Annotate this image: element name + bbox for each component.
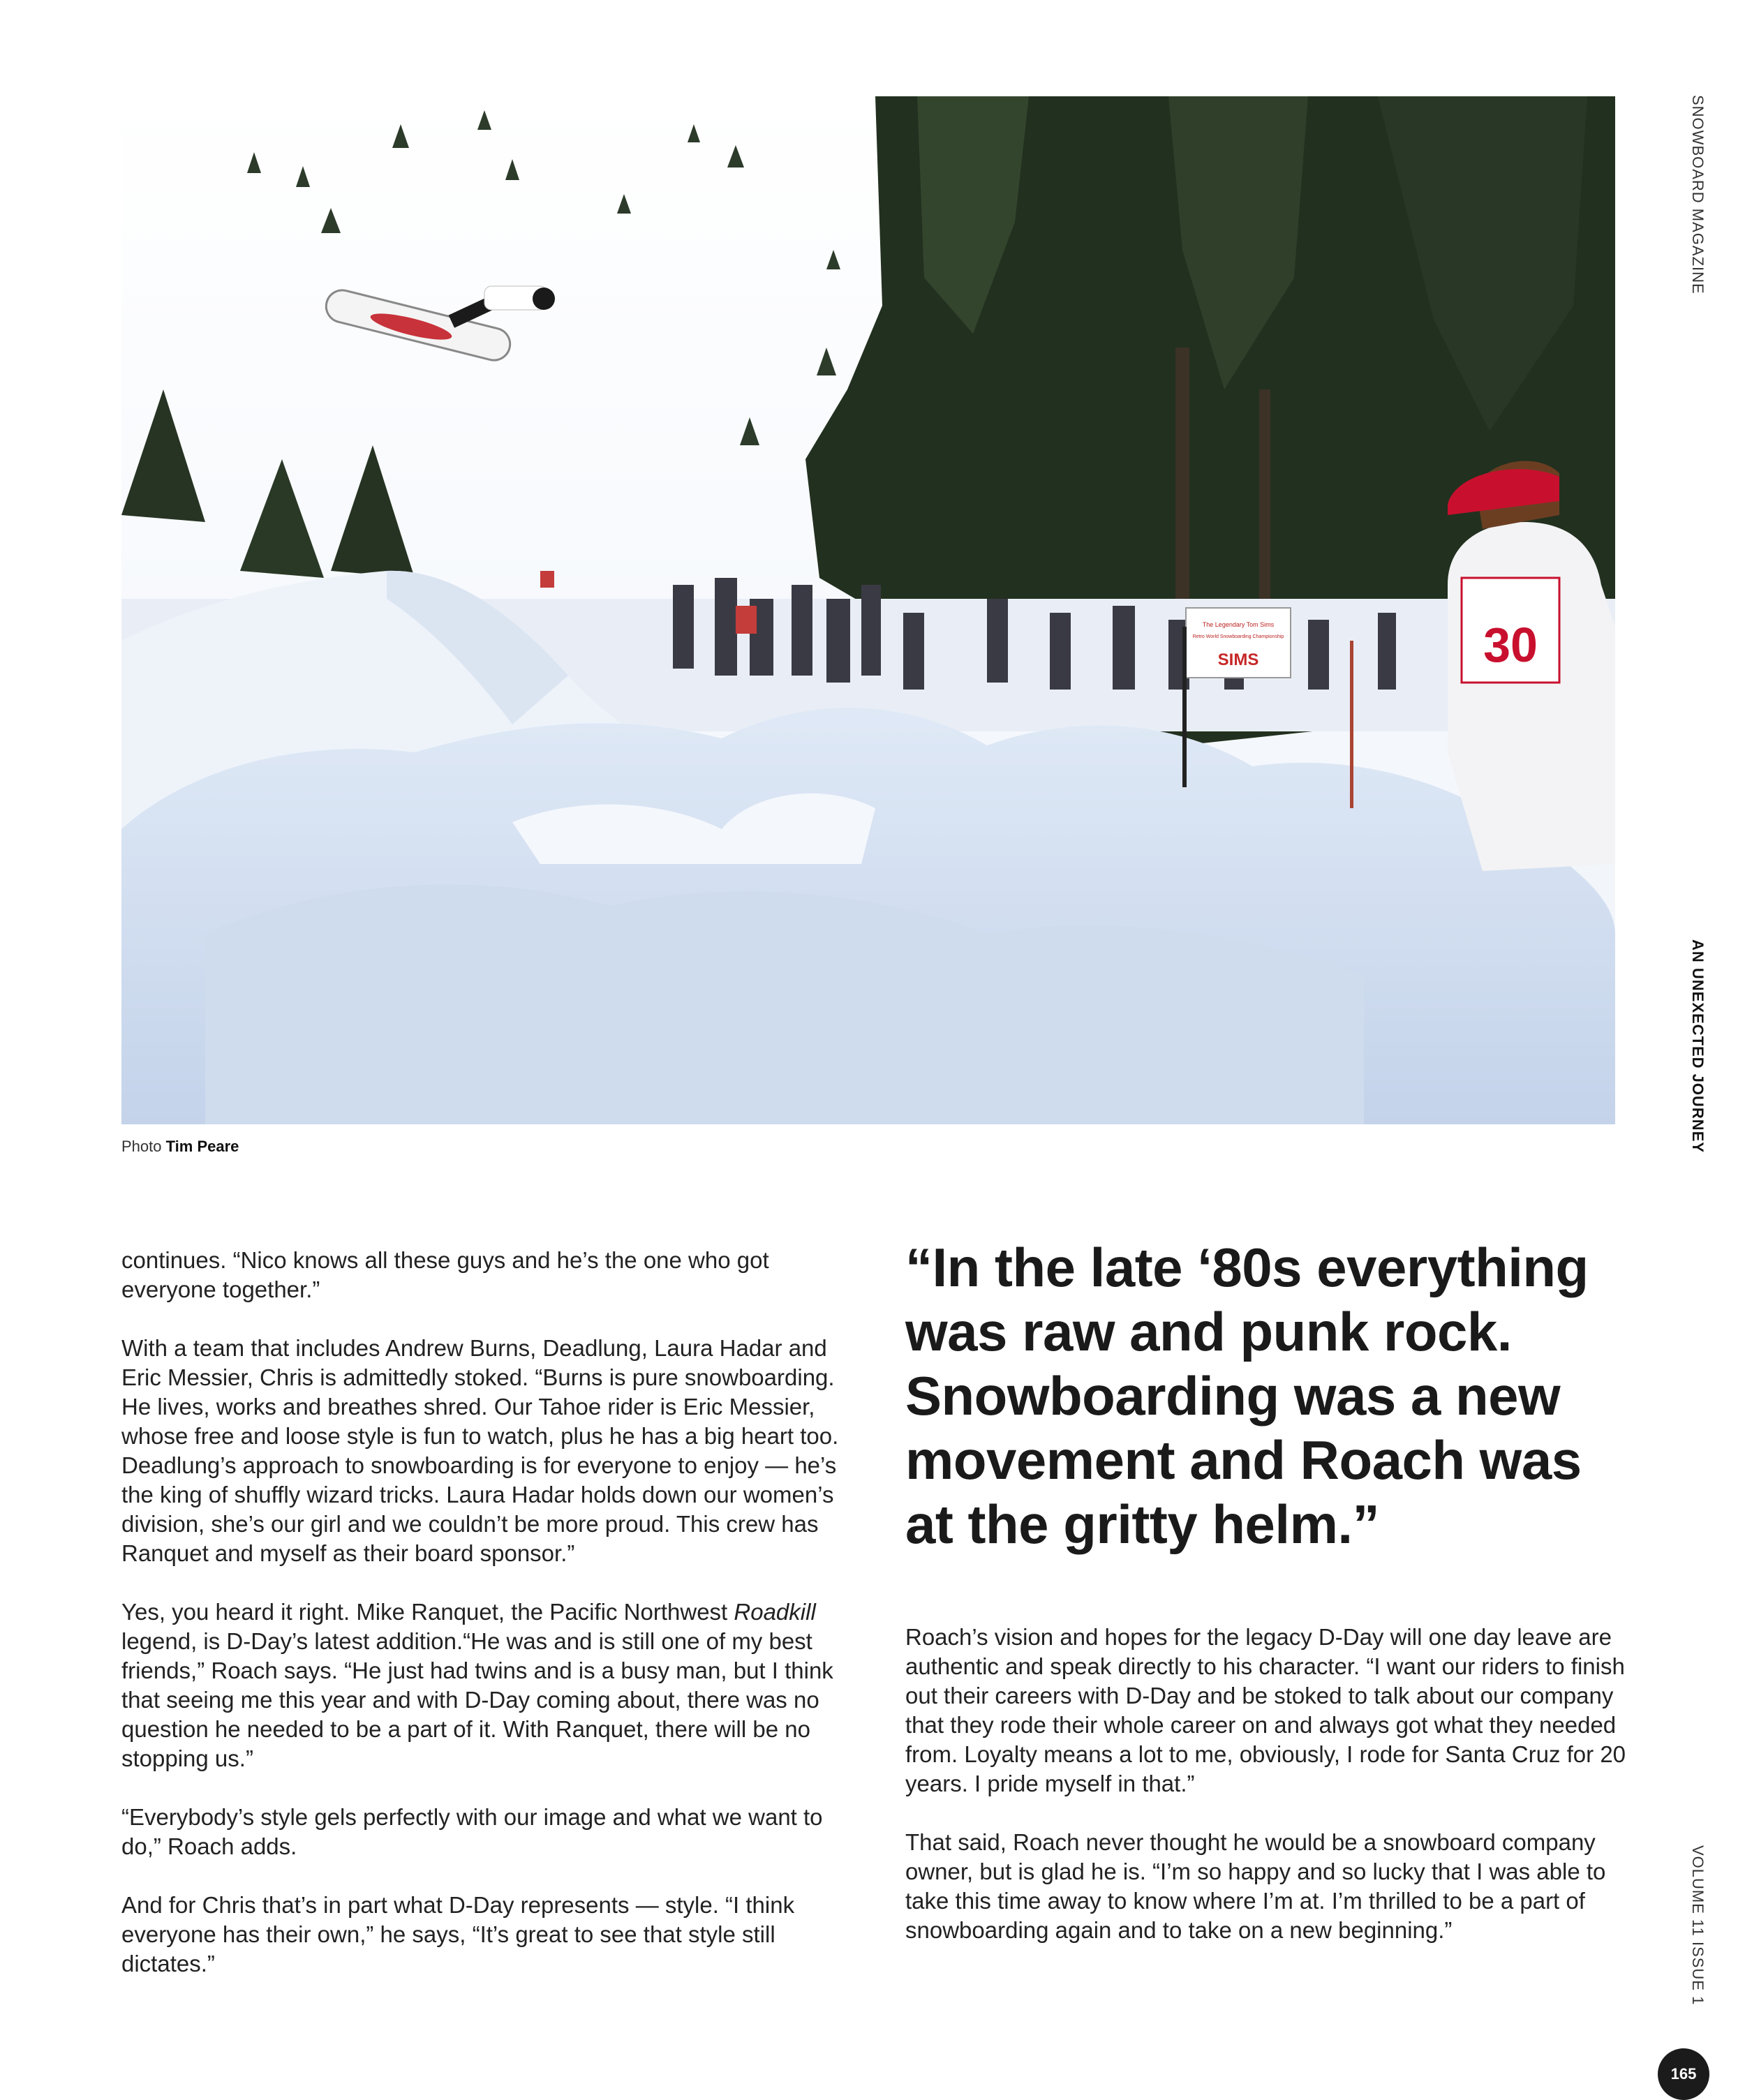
paragraph: And for Chris that’s in part what D-Day represents — style. “I think everyone has their own,” he says, “It’s great to see that style still dictates.” <box>121 1892 795 1976</box>
issue-label: VOLUME 11 ISSUE 1 <box>1689 1845 1707 2006</box>
feature-photo <box>121 96 1615 1124</box>
svg-text:30: 30 <box>1483 618 1538 672</box>
photo-credit-name: Tim Peare <box>165 1138 239 1155</box>
article-right-column <box>905 1623 1631 1974</box>
photo-credit <box>121 1138 239 1156</box>
paragraph: continues. “Nico knows all these guys and he’s the one who got everyone together.” <box>121 1247 769 1302</box>
italic-title: Roadkill <box>734 1599 816 1625</box>
snowboard-jump-photo <box>121 96 1615 1124</box>
pull-quote: “In the late ‘80s everything was raw and punk rock. Snowboarding was a new movement and Roach was at the gritty helm.” <box>905 1237 1589 1555</box>
magazine-name: SNOWBOARD MAGAZINE <box>1689 95 1707 295</box>
paragraph: Roach’s vision and hopes for the legacy D-Day will one day leave are authentic and speak directly to his character. “I want our riders to finish out their careers with D-Day and be stoked to talk about our company that they rode their whole career on and always got what they needed from. Loyalty means a lot to me, obviously, I rode for Santa Cruz for 20 years. I pride myself in that.” <box>905 1624 1626 1796</box>
paragraph: With a team that includes Andrew Burns, Deadlung, Laura Hadar and Eric Messier, Chris is admittedly stoked. “Burns is pure snowboarding. He lives, works and breathes shred. Our Tahoe rider is Eric Messier, whose free and loose style is fun to watch, plus he has a big heart too. Deadlung’s approach to snowboarding is for everyone to enjoy — he’s the king of shuffly wizard tricks. Laura Hadar holds down our women’s division, she’s our girl and we couldn’t be more proud. This crew has Ranquet and myself as their board sponsor.” <box>121 1335 839 1566</box>
paragraph: “Everybody’s style gels perfectly with our image and what we want to do,” Roach adds. <box>121 1804 823 1859</box>
paragraph: Yes, you heard it right. Mike Ranquet, the Pacific Northwest Roadkill legend, is D-Day’s latest addition.“He was and is still one of my best friends,” Roach says. “He just had twins and is a busy man, but I think that seeing me this year and with D-Day coming about, there was no question he needed to be a part of it. With Ranquet, there will be no stopping us.” <box>121 1599 833 1771</box>
section-title: AN UNEXECTED JOURNEY <box>1689 939 1707 1154</box>
paragraph: That said, Roach never thought he would be a snowboard company owner, but is glad he is. “I’m so happy and so lucky that I was able to take this time away to know where I’m at. I’m thrilled to be a part of snowboarding again and to take on a new beginning.” <box>905 1829 1606 1943</box>
svg-text:SIMS: SIMS <box>1217 650 1259 669</box>
article-left-column <box>121 1246 840 2008</box>
svg-text:Retro World Snowboarding Champ: Retro World Snowboarding Championship <box>1192 634 1284 639</box>
svg-text:The Legendary Tom Sims: The Legendary Tom Sims <box>1202 621 1275 628</box>
page-number: 165 <box>1658 2048 1709 2100</box>
photo-credit-prefix: Photo <box>121 1138 162 1155</box>
